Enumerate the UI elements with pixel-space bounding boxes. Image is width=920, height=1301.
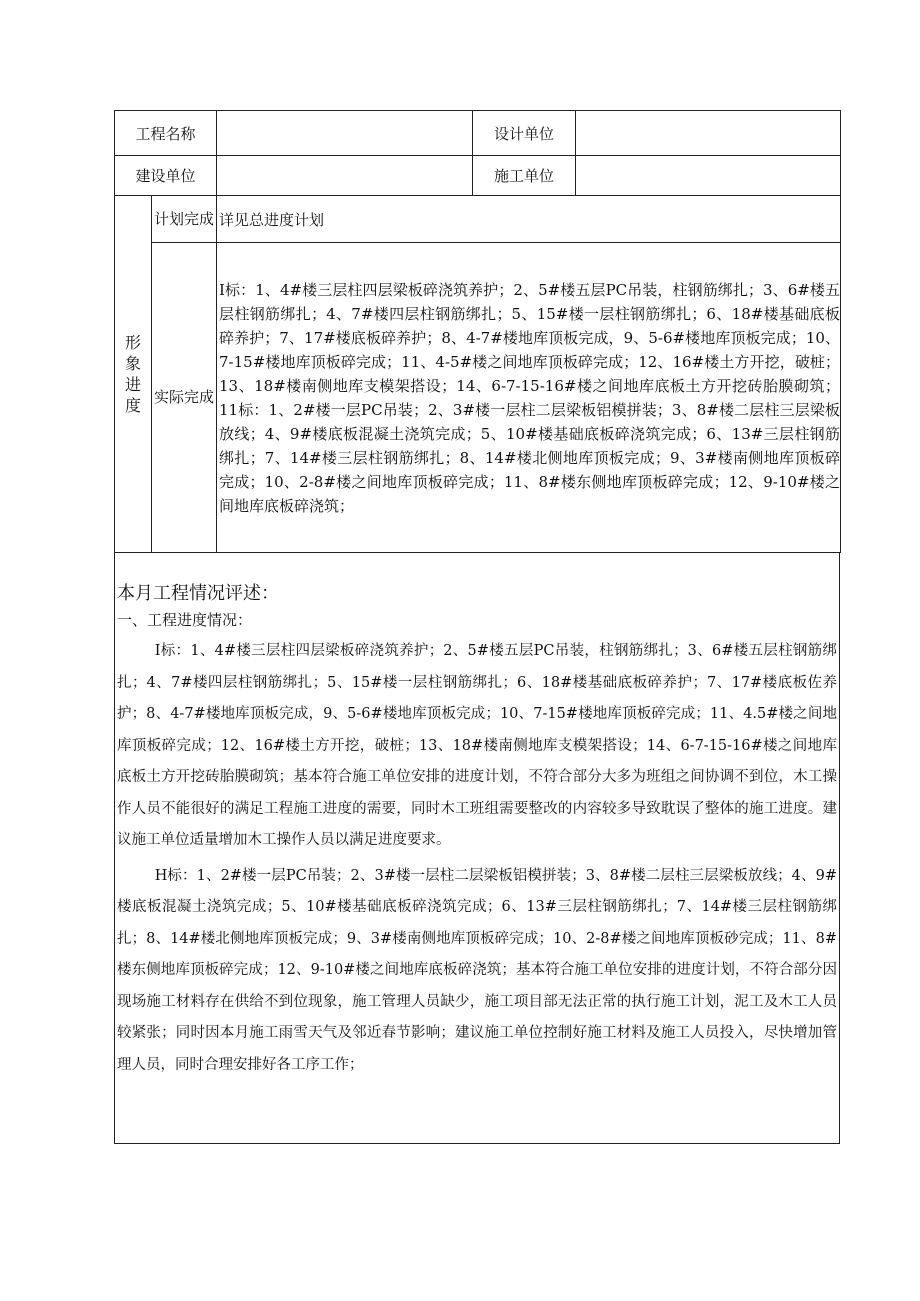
progress-section-heading: 一、工程进度情况： [117,611,253,629]
summary-title: 本月工程情况评述： [117,583,279,604]
progress-label-char: 进 [124,375,141,394]
design-unit-value [576,111,841,156]
actual-label: 实际完成 [152,243,217,553]
progress-label [115,196,152,553]
section-i-paragraph: I标：1、4#楼三层柱四层梁板碎浇筑养护；2、5#楼五层PC吊装，柱钢筋绑扎；3、6#楼五层柱钢筋绑扎；4、7#楼四层柱钢筋绑扎；5、15#楼一层柱钢筋绑扎；6、18#楼基础底板碎养护；7、17#楼底板佐养护；8、4-7#楼地库顶板完成，9、5-6#楼地库顶板完成；10、7-15#楼地库顶板碎完成；11、4.5#楼之间地库顶板碎完成；12、16#楼土方开挖，破桩；13、18#楼南侧地库支模架搭设；14、6-7-15-16#楼之间地库底板土方开挖砖胎膜砌筑；基本符合施工单位安排的进度计划，不符合部分大多为班组之间协调不到位，木工操作人员不能很好的满足工程施工进度的需要，同时木工班组需要整改的内容较多导致耽误了整体的施工进度。建议施工单位适量增加木工操作人员以满足进度要求。 [117,643,837,848]
build-unit-value [217,156,473,196]
project-info-table [114,110,841,553]
design-unit-label: 设计单位 [473,111,576,156]
actual-value: I标：1、4#楼三层柱四层梁板碎浇筑养护；2、5#楼五层PC吊装，柱钢筋绑扎；3、6#楼五层柱钢筋绑扎；4、7#楼四层柱钢筋绑扎；5、15#楼一层柱钢筋绑扎；6、18#楼基础底板碎养护；7、17#楼底板碎养护；8、4-7#楼地库顶板完成，9、5-6#楼地库顶板完成；10、7-15#楼地库顶板碎完成；11、4-5#楼之间地库顶板碎完成；12、16#楼土方开挖，破桩；13、18#楼南侧地库支模架搭设；14、6-7-15-16#楼之间地库底板土方开挖砖胎膜砌筑；11标：1、2#楼一层PC吊装；2、3#楼一层柱二层梁板铝模拼装；3、8#楼二层柱三层梁板放线；4、9#楼底板混凝土浇筑完成；5、10#楼基础底板碎浇筑完成；6、13#三层柱钢筋绑扎；7、14#楼三层柱钢筋绑扎；8、14#楼北侧地库顶板完成；9、3#楼南侧地库顶板碎完成；10、2-8#楼之间地库顶板碎完成；11、8#楼东侧地库顶板碎完成；12、9-10#楼之间地库底板碎浇筑； [217,243,841,553]
plan-label: 计划完成 [152,196,217,243]
project-name-label: 工程名称 [115,111,217,156]
progress-label-char: 形 [124,333,141,352]
monthly-summary-section [114,553,840,1144]
construction-unit-value [576,156,841,196]
plan-value: 详见总进度计划 [217,196,841,243]
progress-label-char: 度 [124,396,141,415]
project-name-value [217,111,473,156]
report-page [114,110,840,1144]
construction-unit-label: 施工单位 [473,156,576,196]
build-unit-label: 建设单位 [115,156,217,196]
section-h-paragraph: H标：1、2#楼一层PC吊装；2、3#楼一层柱二层梁板铝模拼装；3、8#楼二层柱三层梁板放线；4、9#楼底板混凝土浇筑完成；5、10#楼基础底板碎浇筑完成；6、13#三层柱钢筋绑扎；7、14#楼三层柱钢筋绑扎；8、14#楼北侧地库顶板完成；9、3#楼南侧地库顶板碎完成；10、2-8#楼之间地库顶板砂完成；11、8#楼东侧地库顶板碎完成；12、9-10#楼之间地库底板碎浇筑；基本符合施工单位安排的进度计划，不符合部分因现场施工材料存在供给不到位现象，施工管理人员缺少，施工项目部无法正常的执行施工计划，泥工及木工人员较紧张；同时因本月施工雨雪天气及邻近春节影响；建议施工单位控制好施工材料及施工人员投入，尽快增加管理人员，同时合理安排好各工序工作； [117,867,837,1073]
progress-label-char: 象 [124,354,141,373]
